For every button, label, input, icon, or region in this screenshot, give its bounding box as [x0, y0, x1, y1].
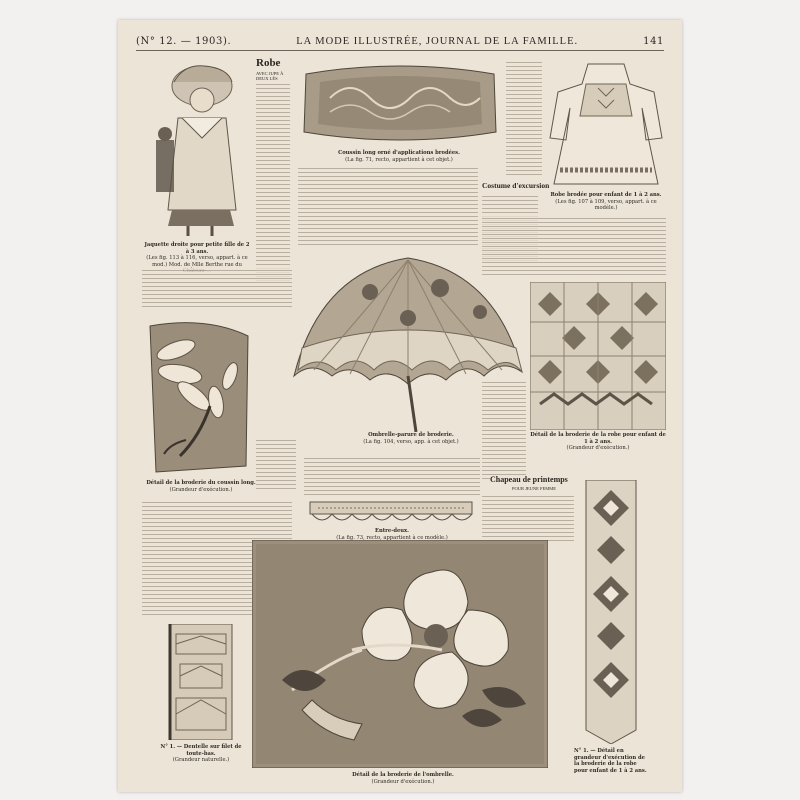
geometric-pattern-illustration — [530, 282, 666, 430]
right-narrow-text — [482, 380, 526, 480]
side-text-block — [256, 438, 296, 490]
entre-deux-illustration — [308, 500, 474, 526]
issue-number: (N° 12. — 1903). — [136, 35, 232, 47]
chapeau-subtitle: POUR JEUNE FEMME — [512, 486, 557, 491]
entre-deux-caption-body: (La fig. 73, recto, appartient à ce modèle.) — [336, 534, 448, 541]
detail-ombrelle-caption — [298, 772, 508, 785]
parasol-text — [304, 456, 480, 496]
entre-deux-caption-title: Entre-deux. — [375, 528, 409, 534]
coussin-caption — [304, 150, 494, 163]
detail-ombrelle-caption-title: Détail de la broderie de l'ombrelle. — [352, 772, 454, 778]
detail-coussin-caption-title: Détail de la broderie du coussin long. — [146, 480, 256, 486]
detail-robe-caption-body: (Grandeur d'exécution.) — [566, 445, 630, 451]
jaquette-caption-body: (Les fig. 113 à 116, verso, appart. à ce mod.) Mod. de Mlle Berthe rue du — [146, 255, 248, 268]
detail-grandeur-caption-title: N° 1. — Détail en grandeur d'exécution de la broderie de la robe pour enfant de 1 à 2 ans. — [574, 748, 647, 774]
page-number: 141 — [643, 35, 664, 47]
band-pattern-illustration — [584, 480, 638, 744]
magazine-page — [118, 20, 682, 792]
middle-text-block — [298, 166, 478, 248]
dentelle-caption-body: (Grandeur naturelle.) — [172, 757, 230, 763]
detail-robe-caption — [530, 432, 666, 452]
cushion-side-text — [506, 60, 542, 178]
jaquette-text — [142, 268, 292, 310]
detail-ombrelle-caption-body: (Grandeur d'exécution.) — [371, 778, 435, 785]
robe-brodee-caption — [544, 192, 668, 212]
flower-embroidery-illustration — [252, 540, 548, 768]
costume-title: Costume d'excursion — [482, 181, 550, 190]
page-header — [136, 34, 664, 48]
detail-grandeur-caption — [574, 748, 650, 774]
robe-subtitle: AVEC JUPE À DEUX LÉS — [256, 72, 296, 81]
ombrelle-caption-body: (La fig. 104, verso, app. à cet objet.) — [363, 438, 459, 445]
coussin-caption-body: (La fig. 71, recto, appartient à cet objet.) — [345, 156, 453, 163]
dress-illustration — [546, 58, 666, 190]
chapeau-text — [482, 494, 574, 544]
robe-text-column — [256, 82, 290, 282]
embroidery-detail-illustration — [146, 316, 252, 476]
ombrelle-caption — [356, 432, 466, 445]
journal-title: LA MODE ILLUSTRÉE, JOURNAL DE LA FAMILLE. — [296, 35, 579, 47]
dentelle-caption — [154, 744, 248, 764]
detail-robe-caption-title: Détail de la broderie de la robe pour enfant de 1 à 2 ans. — [530, 432, 666, 445]
header-rule — [136, 50, 664, 51]
robe-title: Robe — [256, 57, 281, 69]
jaquette-caption-title: Jaquette droite pour petite fille de 2 à 3 ans. — [144, 242, 250, 255]
ombrelle-caption-title: Ombrelle-parure de broderie. — [368, 432, 454, 438]
detail-coussin-caption-body: (Grandeur d'exécution.) — [169, 486, 233, 493]
robe-brodee-caption-body: (Les fig. 107 à 109, verso, appart. à ce modèle.) — [555, 198, 657, 211]
child-illustration — [150, 60, 246, 236]
lace-illustration — [166, 624, 236, 740]
detail-coussin-caption — [146, 480, 256, 493]
robe-brodee-caption-title: Robe brodée pour enfant de 1 à 2 ans. — [550, 192, 662, 198]
chapeau-title: Chapeau de printemps — [490, 475, 568, 484]
coussin-caption-title: Coussin long orné d'applications brodées. — [338, 150, 460, 156]
dentelle-caption-title: N° 1. — Dentelle sur filet de toute-bas. — [160, 744, 242, 757]
cushion-illustration — [300, 58, 500, 148]
